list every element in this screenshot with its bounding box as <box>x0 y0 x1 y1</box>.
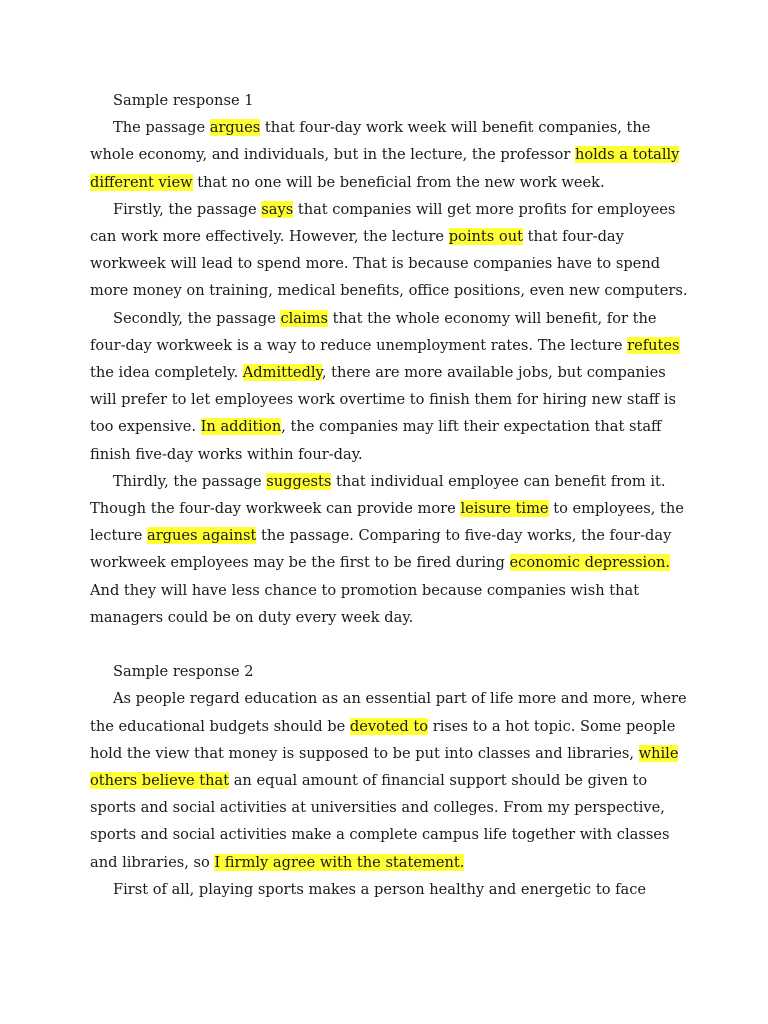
paragraph-p8 <box>90 876 690 903</box>
highlighted-phrase: while others believe that <box>90 744 679 790</box>
text-run: Thirdly, the passage <box>113 472 267 490</box>
text-run: Firstly, the passage <box>113 200 262 218</box>
highlighted-phrase: suggests <box>266 472 332 490</box>
paragraph-p2 <box>90 114 690 196</box>
highlighted-phrase: I firmly agree with the statement. <box>214 853 465 871</box>
blank-line <box>90 631 690 658</box>
text-run: And they will have less chance to promotion because companies wish that managers could be on duty every week day. <box>90 581 640 626</box>
text-run: that four-day workweek will lead to spend more. That is because companies have to spend more money on training, medical benefits, office positions, even new computers. <box>90 228 688 300</box>
text-run: to employees, the lecture <box>90 500 684 545</box>
text-run: that four-day work week will benefit companies, the whole economy, and individuals, but in the lecture, the professor <box>90 119 651 164</box>
highlighted-phrase: economic depression. <box>509 554 671 572</box>
text-run: As people regard education as an essential part of life more and more, where the educational budgets should be <box>90 690 687 735</box>
paragraph-p5 <box>90 468 690 631</box>
text-run: an equal amount of financial support should be given to sports and social activities at universities and colleges. From my perspective, sports and social activities make a complete campus life together with classes and libraries, so <box>90 772 670 871</box>
text-run: that companies will get more profits for employees can work more effectively. However, the lecture <box>90 200 676 246</box>
highlighted-phrase: leisure time <box>460 500 549 518</box>
text-run: First of all, playing sports makes a person healthy and energetic to face <box>113 880 647 898</box>
text-run: , there are more available jobs, but companies will prefer to let employees work overtime to finish them for hiring new staff is too expensive. <box>90 364 677 436</box>
text-run: the idea completely. <box>90 364 243 382</box>
text-run: The passage <box>113 119 210 137</box>
text-run: that the whole economy will benefit, for the four-day workweek is a way to reduce unemployment rates. The lecture <box>90 309 657 354</box>
paragraph-p6 <box>90 658 690 685</box>
text-run: Sample response 2 <box>113 663 254 681</box>
highlighted-phrase: says <box>261 200 294 218</box>
paragraph-p1 <box>90 87 690 114</box>
text-run: the passage. Comparing to five-day works, the four-day workweek employees may be the first to be fired during <box>90 527 672 572</box>
document-page <box>90 87 690 903</box>
highlighted-phrase: Admittedly <box>242 364 322 382</box>
highlighted-phrase: points out <box>448 228 523 246</box>
text-run: Sample response 1 <box>113 92 254 109</box>
highlighted-phrase: refutes <box>627 336 680 354</box>
highlighted-phrase: In addition <box>200 418 282 436</box>
paragraph-p4 <box>90 305 690 468</box>
paragraph-p7 <box>90 685 690 875</box>
highlighted-phrase: argues against <box>147 527 257 545</box>
highlighted-phrase: argues <box>209 119 261 137</box>
highlighted-phrase: devoted to <box>349 717 429 735</box>
paragraph-p3 <box>90 196 690 305</box>
text-run: , the companies may lift their expectation that staff finish five-day works within four-day. <box>90 418 662 463</box>
highlighted-phrase: holds a totally different view <box>90 146 680 191</box>
text-run: rises to a hot topic. Some people hold the view that money is supposed to be put into classes and libraries, <box>90 717 676 762</box>
text-run: that no one will be beneficial from the new work week. <box>192 173 605 191</box>
text-run: Secondly, the passage <box>113 309 281 327</box>
highlighted-phrase: claims <box>280 309 329 327</box>
text-run: that individual employee can benefit from it. Though the four-day workweek can provide more <box>90 472 666 518</box>
